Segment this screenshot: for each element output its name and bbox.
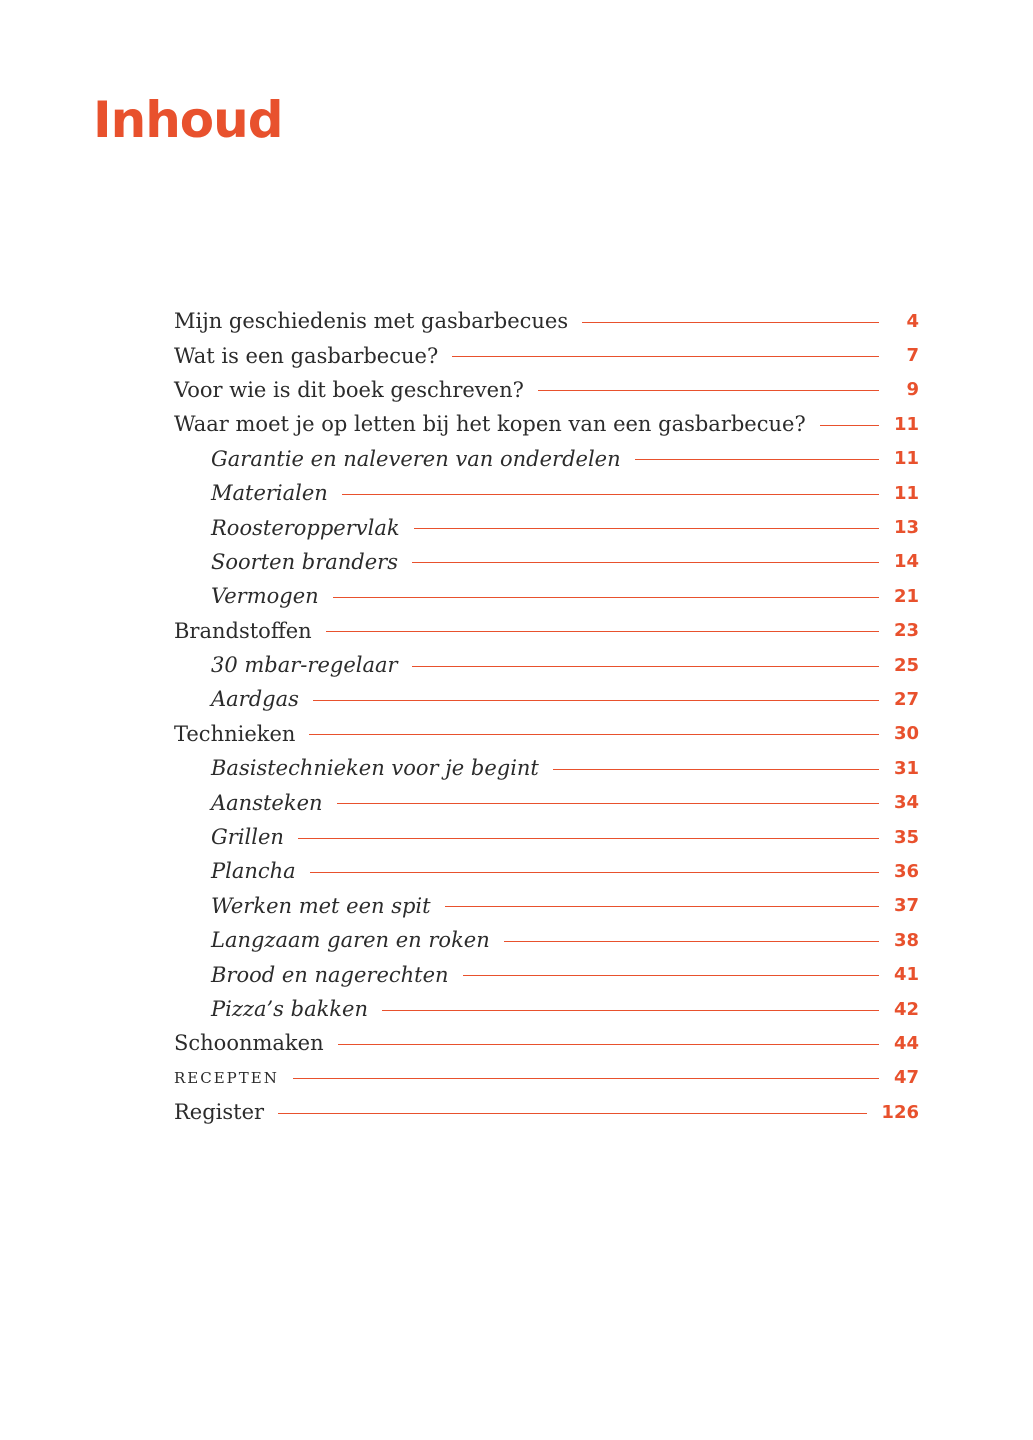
- toc-entry-label: Mijn geschiedenis met gasbarbecues: [174, 309, 569, 334]
- toc-entry[interactable]: [174, 545, 919, 579]
- toc-entry[interactable]: [174, 1095, 919, 1129]
- toc-page-number: 47: [893, 1067, 919, 1089]
- toc-entry[interactable]: [174, 889, 919, 923]
- toc-entry[interactable]: [174, 854, 919, 888]
- toc-leader-line: [298, 838, 879, 839]
- toc-page-number: 38: [893, 929, 919, 951]
- toc-leader-line: [445, 906, 879, 907]
- toc-page-number: 21: [893, 585, 919, 607]
- toc-entry[interactable]: [174, 373, 919, 407]
- toc-page-number: 11: [893, 482, 919, 504]
- toc-leader-line: [538, 390, 879, 391]
- toc-entry-label: 30 mbar-regelaar: [211, 653, 398, 678]
- toc-entry-label: Soorten branders: [211, 549, 398, 574]
- toc-entry[interactable]: [174, 442, 919, 476]
- toc-entry[interactable]: [174, 304, 919, 338]
- toc-leader-line: [310, 872, 879, 873]
- toc-entry[interactable]: [174, 1061, 919, 1095]
- toc-page-number: 11: [893, 413, 919, 435]
- toc-entry[interactable]: [174, 992, 919, 1026]
- toc-entry-label: Langzaam garen en roken: [211, 928, 490, 953]
- toc-entry[interactable]: [174, 510, 919, 544]
- toc-leader-line: [553, 769, 879, 770]
- toc-entry[interactable]: [174, 579, 919, 613]
- toc-leader-line: [337, 803, 879, 804]
- toc-entry[interactable]: [174, 820, 919, 854]
- toc-page-number: 27: [893, 688, 919, 710]
- toc-entry[interactable]: [174, 751, 919, 785]
- toc-page-number: 31: [893, 757, 919, 779]
- toc-page-number: 11: [893, 448, 919, 470]
- toc-entry-label: Materialen: [211, 481, 328, 506]
- toc-entry[interactable]: [174, 785, 919, 819]
- toc-page-number: 13: [893, 517, 919, 539]
- toc-entry-label: Aansteken: [211, 790, 323, 815]
- toc-leader-line: [338, 1044, 879, 1045]
- toc-entry-label: Schoonmaken: [174, 1031, 324, 1056]
- toc-leader-line: [293, 1078, 879, 1079]
- toc-entry-label: Roosteroppervlak: [211, 515, 400, 540]
- toc-entry-label: Brood en nagerechten: [211, 962, 449, 987]
- toc-leader-line: [313, 700, 879, 701]
- toc-entry[interactable]: [174, 407, 919, 441]
- toc-entry-label: Basistechnieken voor je begint: [211, 756, 539, 781]
- toc-page-number: 4: [906, 310, 919, 332]
- toc-page-number: 41: [893, 964, 919, 986]
- toc-leader-line: [635, 459, 879, 460]
- toc-page-number: 14: [893, 551, 919, 573]
- toc-leader-line: [309, 734, 879, 735]
- toc-entry[interactable]: [174, 1026, 919, 1060]
- toc-page-number: 25: [893, 654, 919, 676]
- toc-leader-line: [820, 425, 879, 426]
- toc-entry-label: RECEPTEN: [174, 1068, 279, 1087]
- toc-entry-label: Werken met een spit: [211, 893, 431, 918]
- toc-entry[interactable]: [174, 614, 919, 648]
- toc-entry[interactable]: [174, 923, 919, 957]
- toc-entry[interactable]: [174, 682, 919, 716]
- toc-leader-line: [342, 494, 879, 495]
- toc-page-number: 42: [893, 998, 919, 1020]
- toc-page-number: 35: [893, 826, 919, 848]
- toc-leader-line: [382, 1010, 879, 1011]
- toc-entry-label: Voor wie is dit boek geschreven?: [174, 377, 524, 402]
- page-title: Inhoud: [93, 91, 283, 149]
- toc-leader-line: [412, 666, 879, 667]
- toc-leader-line: [278, 1113, 867, 1114]
- toc-page-number: 34: [893, 792, 919, 814]
- toc-entry-label: Wat is een gasbarbecue?: [174, 343, 439, 368]
- toc-leader-line: [582, 322, 879, 323]
- table-of-contents: [174, 304, 919, 1129]
- toc-leader-line: [333, 597, 879, 598]
- toc-entry-label: Technieken: [174, 721, 296, 746]
- toc-entry-label: Grillen: [211, 825, 284, 850]
- toc-leader-line: [326, 631, 879, 632]
- toc-page-number: 37: [893, 895, 919, 917]
- toc-entry-label: Pizza’s bakken: [211, 997, 368, 1021]
- toc-page-number: 23: [893, 620, 919, 642]
- toc-entry-label: Garantie en naleveren van onderdelen: [211, 446, 621, 471]
- toc-page-number: 7: [906, 345, 919, 367]
- toc-entry[interactable]: [174, 648, 919, 682]
- toc-leader-line: [412, 562, 879, 563]
- toc-entry[interactable]: [174, 957, 919, 991]
- toc-page-number: 126: [881, 1101, 919, 1123]
- toc-leader-line: [414, 528, 879, 529]
- toc-leader-line: [463, 975, 879, 976]
- toc-entry[interactable]: [174, 717, 919, 751]
- toc-entry-label: Vermogen: [211, 584, 319, 609]
- toc-entry[interactable]: [174, 476, 919, 510]
- toc-leader-line: [452, 356, 879, 357]
- toc-entry-label: Aardgas: [211, 687, 299, 712]
- toc-page-number: 36: [893, 860, 919, 882]
- toc-page-number: 30: [893, 723, 919, 745]
- toc-entry-label: Waar moet je op letten bij het kopen van een gasbarbecue?: [174, 412, 806, 437]
- toc-page-number: 9: [906, 379, 919, 401]
- toc-entry-label: Register: [174, 1100, 265, 1125]
- toc-entry-label: Plancha: [211, 859, 296, 884]
- toc-page-number: 44: [893, 1032, 919, 1054]
- toc-leader-line: [504, 941, 879, 942]
- toc-entry[interactable]: [174, 338, 919, 372]
- toc-entry-label: Brandstoffen: [174, 618, 312, 643]
